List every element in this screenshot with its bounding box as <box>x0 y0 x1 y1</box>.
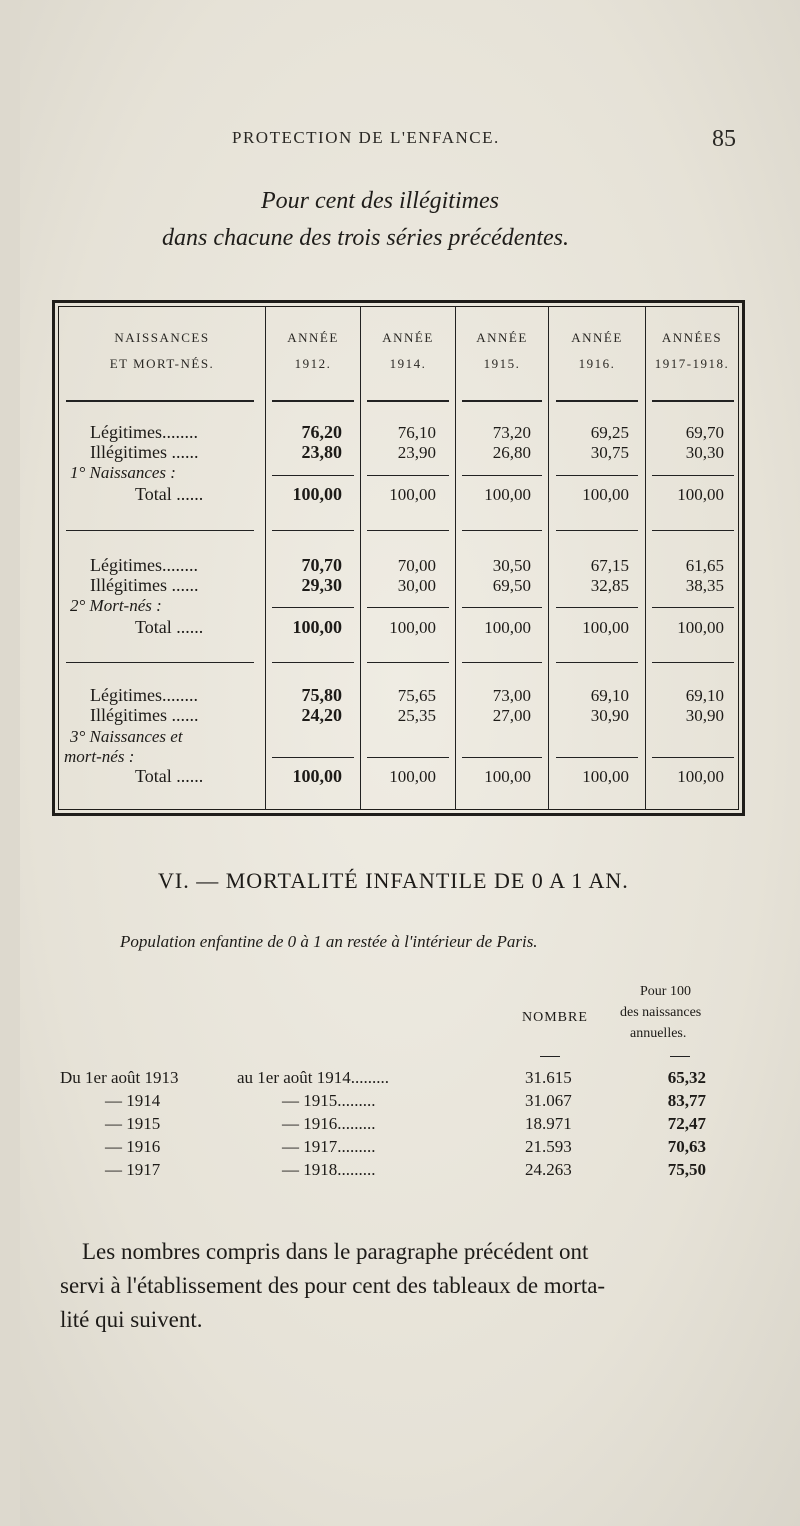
period-from: — 1916 <box>105 1137 161 1156</box>
total-cell: 100,00 <box>389 767 436 786</box>
table-cell: 38,35 <box>685 576 724 595</box>
table-cell: 73,00 <box>492 686 531 705</box>
column-year: 1914. <box>389 356 427 371</box>
header-rule <box>272 400 354 402</box>
subtotal-rule <box>462 475 542 476</box>
row-label: Illégitimes ...... <box>90 705 199 725</box>
subtotal-rule <box>556 475 638 476</box>
header-rule <box>652 400 734 402</box>
table-cell: 75,80 <box>301 685 342 705</box>
table-cell: 73,20 <box>492 423 531 442</box>
period-to: — 1917......... <box>282 1137 376 1156</box>
period-from: — 1915 <box>105 1114 161 1133</box>
total-cell: 100,00 <box>484 618 531 637</box>
subtotal-rule <box>652 757 734 758</box>
page-edge <box>0 0 20 1526</box>
total-cell: 100,00 <box>677 767 724 786</box>
section-label-continued: mort-nés : <box>64 747 135 766</box>
table-title-line-1: Pour cent des illégitimes <box>261 188 499 214</box>
nombre-cell: 31.615 <box>525 1068 572 1087</box>
section-heading: VI. — MORTALITÉ INFANTILE DE 0 A 1 AN. <box>158 868 629 893</box>
period-from: — 1914 <box>105 1091 161 1110</box>
section-label: 1° Naissances : <box>70 463 176 482</box>
table-cell: 23,90 <box>397 443 436 462</box>
column-pour-header: des naissances <box>620 1005 702 1020</box>
section-rule <box>272 662 354 663</box>
total-cell: 100,00 <box>677 618 724 637</box>
pour-cell: 75,50 <box>667 1160 706 1179</box>
total-cell: 100,00 <box>389 618 436 637</box>
column-head: ANNÉES <box>661 330 723 345</box>
table-cell: 76,20 <box>301 422 342 442</box>
table-cell: 24,20 <box>301 705 342 725</box>
running-title: PROTECTION DE L'ENFANCE. <box>232 128 500 147</box>
subtotal-rule <box>556 757 638 758</box>
section-rule <box>272 530 354 531</box>
table-cell: 26,80 <box>492 443 531 462</box>
table-cell: 70,70 <box>301 555 342 575</box>
section-label: 2° Mort-nés : <box>70 596 162 615</box>
table-cell: 69,10 <box>685 686 724 705</box>
table-cell: 27,00 <box>492 706 531 725</box>
pour-cell: 72,47 <box>667 1114 706 1133</box>
table-cell: 69,25 <box>590 423 629 442</box>
table-cell: 30,50 <box>492 556 531 575</box>
section-subtitle: Population enfantine de 0 à 1 an restée à l'intérieur de Paris. <box>120 932 538 951</box>
column-nombre-header: NOMBRE <box>522 1010 588 1025</box>
subtotal-rule <box>652 475 734 476</box>
column-rule <box>540 1056 560 1057</box>
pour-cell: 70,63 <box>667 1137 706 1156</box>
body-paragraph <box>60 1235 760 1337</box>
table-cell: 25,35 <box>397 706 436 725</box>
table-cell: 69,70 <box>685 423 724 442</box>
total-cell: 100,00 <box>292 617 342 637</box>
nombre-cell: 21.593 <box>525 1137 572 1156</box>
table-cell: 76,10 <box>397 423 436 442</box>
row-label: Illégitimes ...... <box>90 442 199 462</box>
column-year: 1915. <box>483 356 521 371</box>
subtotal-rule <box>272 607 354 608</box>
total-cell: 100,00 <box>389 485 436 504</box>
section-rule <box>462 530 542 531</box>
table-cell: 30,30 <box>685 443 724 462</box>
total-cell: 100,00 <box>677 485 724 504</box>
column-pour-header: annuelles. <box>630 1026 687 1041</box>
subtotal-rule <box>272 475 354 476</box>
section-rule <box>367 530 449 531</box>
row-label: Légitimes........ <box>90 422 198 442</box>
total-cell: 100,00 <box>582 618 629 637</box>
table-cell: 69,50 <box>492 576 531 595</box>
total-label: Total ...... <box>135 766 204 786</box>
column-head: ANNÉE <box>571 330 623 345</box>
header-rule <box>556 400 638 402</box>
row-header-line-2: ET MORT-NÉS. <box>109 356 215 371</box>
header-rule <box>462 400 542 402</box>
period-to: — 1918......... <box>282 1160 376 1179</box>
page-number: 85 <box>712 126 736 152</box>
paragraph-line: lité qui suivent. <box>60 1307 203 1332</box>
table-title-line-2: dans chacune des trois séries précédentes. <box>162 225 570 251</box>
total-cell: 100,00 <box>292 484 342 504</box>
section-rule <box>462 662 542 663</box>
total-cell: 100,00 <box>582 485 629 504</box>
section-label: 3° Naissances et <box>70 727 183 746</box>
column-year: 1917-1918. <box>654 356 730 371</box>
header-rule <box>66 400 254 402</box>
nombre-cell: 18.971 <box>525 1114 572 1133</box>
subtotal-rule <box>652 607 734 608</box>
total-cell: 100,00 <box>484 767 531 786</box>
column-head: ANNÉE <box>287 330 339 345</box>
subtotal-rule <box>462 757 542 758</box>
section-rule <box>652 662 734 663</box>
subtotal-rule <box>367 757 449 758</box>
section-rule <box>367 662 449 663</box>
pour-cell: 65,32 <box>667 1068 706 1087</box>
subtotal-rule <box>367 475 449 476</box>
row-header-line-1: NAISSANCES <box>114 330 210 345</box>
table-cell: 75,65 <box>397 686 436 705</box>
section-rule <box>652 530 734 531</box>
column-head: ANNÉE <box>476 330 528 345</box>
paragraph-line: servi à l'établissement des pour cent des tableaux de morta- <box>60 1273 606 1298</box>
table-cell: 23,80 <box>301 442 342 462</box>
table-cell: 70,00 <box>397 556 436 575</box>
pour-cell: 83,77 <box>667 1091 706 1110</box>
section-rule <box>66 662 254 663</box>
subtotal-rule <box>462 607 542 608</box>
total-cell: 100,00 <box>484 485 531 504</box>
table-cell: 32,85 <box>590 576 629 595</box>
header-rule <box>367 400 449 402</box>
table-cell: 30,90 <box>590 706 629 725</box>
table-cell: 69,10 <box>590 686 629 705</box>
section-rule <box>556 662 638 663</box>
table-cell: 30,00 <box>397 576 436 595</box>
period-to: — 1915......... <box>282 1091 376 1110</box>
table-cell: 30,75 <box>590 443 629 462</box>
period-from: — 1917 <box>105 1160 161 1179</box>
column-year: 1916. <box>578 356 616 371</box>
column-head: ANNÉE <box>382 330 434 345</box>
total-cell: 100,00 <box>292 766 342 786</box>
period-from: Du 1er août 1913 <box>60 1068 179 1087</box>
nombre-cell: 31.067 <box>525 1091 572 1110</box>
paragraph-line: Les nombres compris dans le paragraphe précédent ont <box>82 1239 589 1264</box>
column-pour-header: Pour 100 <box>640 984 691 999</box>
section-rule <box>66 530 254 531</box>
subtotal-rule <box>556 607 638 608</box>
table-cell: 29,30 <box>301 575 342 595</box>
nombre-cell: 24.263 <box>525 1160 572 1179</box>
table-cell: 30,90 <box>685 706 724 725</box>
row-label: Légitimes........ <box>90 555 198 575</box>
subtotal-rule <box>367 607 449 608</box>
column-rule <box>670 1056 690 1057</box>
table-cell: 61,65 <box>685 556 724 575</box>
total-label: Total ...... <box>135 617 204 637</box>
row-label: Légitimes........ <box>90 685 198 705</box>
period-to: au 1er août 1914......... <box>237 1068 390 1087</box>
total-label: Total ...... <box>135 484 204 504</box>
subtotal-rule <box>272 757 354 758</box>
total-cell: 100,00 <box>582 767 629 786</box>
column-year: 1912. <box>294 356 332 371</box>
period-to: — 1916......... <box>282 1114 376 1133</box>
section-rule <box>556 530 638 531</box>
row-label: Illégitimes ...... <box>90 575 199 595</box>
table-cell: 67,15 <box>590 556 629 575</box>
